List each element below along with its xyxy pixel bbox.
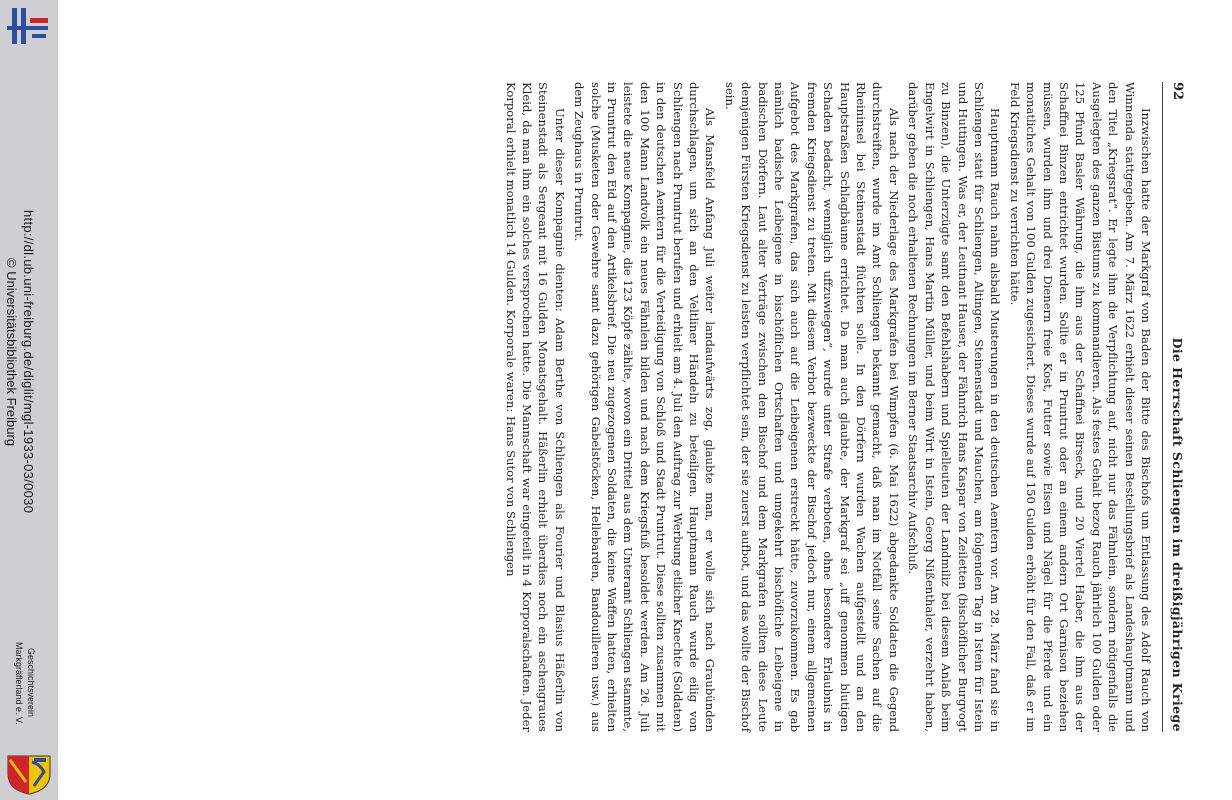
paragraph: Als Mansfeld Anfang Juli weiter landaufwärts zog, glaubte man, er wolle sich nach Graubünden durchschlagen, um sich an den Veltliner Händeln zu beteiligen. Hauptmann Rauch wurde eilig von Schliengen nach Pruntrut berufen und erhielt am 4. Juli den Auftrag zur Werbung etlicher Knechte (Soldaten) in den deutschen Aemtern für die Verteidigung von Schloß und Stadt Pruntrut. Diese sollten zusammen mit den 100 Mann Landvolk ein neues Fähnlein bilden und nach dem Kriegsfuß besoldet werden. Am 26. Juli leistete die neue Kompagnie, die 123 Köpfe zählte, wovon ein Drittel aus dem Unteramt Schliengen stammte, in Pruntrut den Eid auf den Artikelsbrief. Die neu zugezogenen Soldaten, die keine Waffen hatten, erhielten solche (Musketen oder Gewehre samt dazu gehörigen Gabelstöcken, Hellebarden, Bandouilleren usw.) aus dem Zeughaus in Pruntrut. (572, 82, 718, 732)
page-header (1162, 82, 1185, 732)
sidebar (0, 0, 58, 800)
paragraph: Als nach der Niederlage des Markgrafen bei Wimpfen (6. Mai 1622) abgedankte Soldaten die Gegend durchstreiften, wurde im Amt Schliengen bekannt gemacht, daß man im Notfall seine Sachen auf die Rheininsel bei Steinenstadt flüchten solle. In den Dörfern wurden Wachen aufgestellt und an den Hauptstraßen Schlagbäume errichtet. Da man auch glaubte, der Markgraf sei „uff genommen blutigen Schaden bedacht, wenniglich uffzuwiegen“, wurde unter Strafe verboten, ohne besondere Erlaubnis in fremden Kriegsdienst zu treten. Mit diesem Verbot bezweckte der Bischof jedoch nur, einem allgemeinen Aufgebot des Markgrafen, das sich auch auf die Leibeigenen erstreckt hätte, zuvorzukommen. Es gab nämlich badische Leibeigene in bischöflichen Ortschaften und umgekehrt bischöfliche Leibeigene in badischen Dörfern. Laut alter Verträge zwischen dem Bischof und dem Markgrafen sollten diese Leute demjenigen Fürsten Kriegsdienst zu leisten verpflichtet sein, der sie zuerst aufbot, und das wollte der Bischof sein. (722, 82, 901, 732)
paragraph: Unter dieser Kompagnie dienten: Adam Berthe von Schliengen als Fourier und Blasius Häßerlin von Steinenstadt als Sergeant mit 16 Gulden Monatsgehalt. Häßerlin erhielt überdies noch ein aschengraues Kleid, da man ihm ein solches versprochen hatte. Die Mannschaft war eingeteilt in 4 Korporalschaften. Jeder Korporal erhielt monatlich 14 Gulden. Korporale waren: Hans Sutor von Schliengen (503, 82, 567, 732)
paragraph: Inzwischen hatte der Markgraf von Baden der Bitte des Bischofs um Entlassung des Adolf Rauch von Winnenda stattgegeben. Am 7. März 1622 erhielt dieser seinen Bestellungsbrief als Landeshauptmann und den Titel „Kriegsrat“. Er legte ihm die Verpflichtung auf, nicht nur das Fähnlein, sondern nötigenfalls die Ausgelegten des ganzen Bistums zu kommandieren. Als festes Gehalt bezog Rauch jährlich 100 Gulden oder 125 Pfund Basler Währung, die ihm aus der Schaffnei Birseck, und 20 Viertel Haber, die ihm aus der Schaffnei Binzen entrichtet wurden. Sollte er in Pruntrut oder an einem andern Ort Garnison beziehen müssen, wurden ihm und drei Dienern freie Kost, Futter sowie Eisen und Nägel für die Pferde und ein monatliches Gehalt von 100 Gulden zugesichert. Dieses wurde auf 150 Gulden erhöht für den Fall, daß er im Feld Kriegsdienst zu verrichten hätte. (1007, 82, 1153, 732)
scanned-page (175, 82, 1185, 732)
permalink-url[interactable]: http://dl.ub.uni-freiburg.de/diglit/mgl-1933-03/0030 (21, 210, 36, 514)
running-head: Die Herrschaft Schliengen im dreißigjährigen Kriege (1170, 337, 1185, 732)
page-number: 92 (1170, 82, 1185, 101)
coat-of-arms-icon (4, 752, 54, 796)
society-name-line1: Geschichtsverein (26, 648, 36, 718)
ub-freiburg-logo-icon[interactable] (4, 4, 50, 48)
copyright-text: © Universitätsbibliothek Freiburg (4, 258, 19, 447)
paragraph: Hauptmann Rauch nahm alsbald Musterungen in den deutschen Aemtern vor. Am 28. März fand sie in Schliengen statt für Schliengen, Altingen, Steinenstadt und Mauchen, am folgenden Tag in Istein für Istein und Huttingen. Was er, der Leutnant Hauser, der Fähnrich Hans Kaspar von Zeiletten (bischöflicher Burgvogt zu Binzen), die Unterzügte samt den Befehlshabern und Spielleuten der Landmiliz bei diesem Anlaß beim Engelwirt in Schliengen, Hans Martin Müller, und beim Wirt in Istein, Georg Nißenthaler, verzehrt haben, darüber geben die noch erhaltenen Rechnungen im Berner Staatsarchiv Aufschluß. (906, 82, 1003, 732)
society-name-line2: Markgräflerland e. V. (14, 642, 24, 725)
